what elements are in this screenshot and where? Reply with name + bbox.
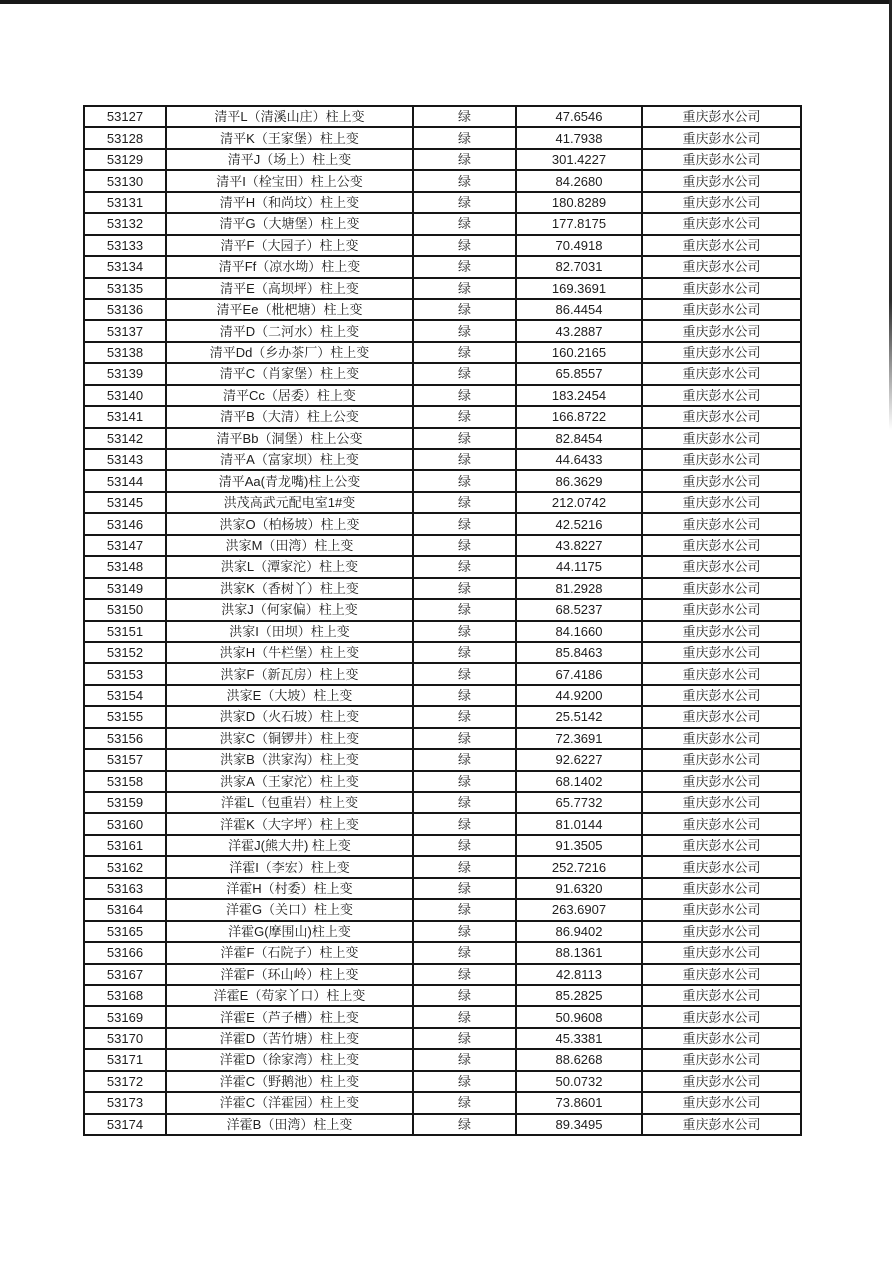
row-value-cell: 50.0732: [516, 1071, 642, 1092]
row-company-cell: 重庆彭水公司: [642, 706, 801, 727]
row-id-cell: 53146: [84, 513, 166, 534]
row-id-cell: 53162: [84, 856, 166, 877]
row-company-cell: 重庆彭水公司: [642, 127, 801, 148]
row-value-cell: 42.5216: [516, 513, 642, 534]
row-status-cell: 绿: [413, 342, 516, 363]
row-id-cell: 53152: [84, 642, 166, 663]
row-company-cell: 重庆彭水公司: [642, 213, 801, 234]
row-status-cell: 绿: [413, 428, 516, 449]
table-row: [84, 1028, 801, 1049]
row-value-cell: 47.6546: [516, 106, 642, 127]
row-name-cell: 清平Ee（枇杷塘）柱上变: [166, 299, 413, 320]
row-name-cell: 清平H（和尚坟）柱上变: [166, 192, 413, 213]
row-id-cell: 53136: [84, 299, 166, 320]
row-name-cell: 洪家J（何家偏）柱上变: [166, 599, 413, 620]
row-status-cell: 绿: [413, 813, 516, 834]
page-top-edge: [0, 0, 892, 4]
row-value-cell: 91.6320: [516, 878, 642, 899]
table-row: [84, 728, 801, 749]
table-row: [84, 878, 801, 899]
row-name-cell: 洋霍H（村委）柱上变: [166, 878, 413, 899]
table-row: [84, 813, 801, 834]
row-status-cell: 绿: [413, 127, 516, 148]
row-value-cell: 82.8454: [516, 428, 642, 449]
row-id-cell: 53133: [84, 235, 166, 256]
row-value-cell: 42.8113: [516, 964, 642, 985]
row-id-cell: 53153: [84, 663, 166, 684]
table-row: [84, 256, 801, 277]
row-value-cell: 50.9608: [516, 1006, 642, 1027]
row-company-cell: 重庆彭水公司: [642, 942, 801, 963]
row-id-cell: 53157: [84, 749, 166, 770]
row-id-cell: 53128: [84, 127, 166, 148]
row-company-cell: 重庆彭水公司: [642, 428, 801, 449]
row-status-cell: 绿: [413, 470, 516, 491]
row-name-cell: 清平Bb（洞堡）柱上公变: [166, 428, 413, 449]
row-name-cell: 清平K（王家堡）柱上变: [166, 127, 413, 148]
row-id-cell: 53159: [84, 792, 166, 813]
table-row: [84, 213, 801, 234]
row-status-cell: 绿: [413, 1028, 516, 1049]
row-company-cell: 重庆彭水公司: [642, 106, 801, 127]
row-value-cell: 92.6227: [516, 749, 642, 770]
row-id-cell: 53155: [84, 706, 166, 727]
row-company-cell: 重庆彭水公司: [642, 449, 801, 470]
row-id-cell: 53174: [84, 1114, 166, 1135]
row-name-cell: 洪家K（香树丫）柱上变: [166, 578, 413, 599]
row-company-cell: 重庆彭水公司: [642, 642, 801, 663]
row-company-cell: 重庆彭水公司: [642, 342, 801, 363]
row-value-cell: 73.8601: [516, 1092, 642, 1113]
table-row: [84, 535, 801, 556]
table-row: [84, 621, 801, 642]
row-status-cell: 绿: [413, 964, 516, 985]
row-name-cell: 洋霍C（洋霍园）柱上变: [166, 1092, 413, 1113]
row-name-cell: 洋霍B（田湾）柱上变: [166, 1114, 413, 1135]
row-company-cell: 重庆彭水公司: [642, 899, 801, 920]
row-value-cell: 84.2680: [516, 170, 642, 191]
table-body: [84, 106, 801, 1135]
row-status-cell: 绿: [413, 685, 516, 706]
row-status-cell: 绿: [413, 878, 516, 899]
table-row: [84, 642, 801, 663]
row-name-cell: 清平A（富家坝）柱上变: [166, 449, 413, 470]
table-row: [84, 835, 801, 856]
row-status-cell: 绿: [413, 363, 516, 384]
row-company-cell: 重庆彭水公司: [642, 470, 801, 491]
row-id-cell: 53143: [84, 449, 166, 470]
row-status-cell: 绿: [413, 835, 516, 856]
row-id-cell: 53140: [84, 385, 166, 406]
row-name-cell: 清平I（栓宝田）柱上公变: [166, 170, 413, 191]
row-value-cell: 68.5237: [516, 599, 642, 620]
row-id-cell: 53139: [84, 363, 166, 384]
row-name-cell: 洋霍L（包重岩）柱上变: [166, 792, 413, 813]
row-id-cell: 53167: [84, 964, 166, 985]
row-status-cell: 绿: [413, 749, 516, 770]
row-name-cell: 洪家H（牛栏堡）柱上变: [166, 642, 413, 663]
table-row: [84, 1114, 801, 1135]
row-id-cell: 53134: [84, 256, 166, 277]
table-row: [84, 706, 801, 727]
row-company-cell: 重庆彭水公司: [642, 556, 801, 577]
row-id-cell: 53145: [84, 492, 166, 513]
row-name-cell: 洋霍K（大字坪）柱上变: [166, 813, 413, 834]
row-name-cell: 洪家C（铜锣井）柱上变: [166, 728, 413, 749]
row-value-cell: 82.7031: [516, 256, 642, 277]
row-company-cell: 重庆彭水公司: [642, 256, 801, 277]
row-value-cell: 65.8557: [516, 363, 642, 384]
row-status-cell: 绿: [413, 985, 516, 1006]
row-company-cell: 重庆彭水公司: [642, 406, 801, 427]
row-status-cell: 绿: [413, 513, 516, 534]
row-value-cell: 177.8175: [516, 213, 642, 234]
row-name-cell: 洪家I（田坝）柱上变: [166, 621, 413, 642]
row-status-cell: 绿: [413, 449, 516, 470]
row-value-cell: 25.5142: [516, 706, 642, 727]
table-row: [84, 106, 801, 127]
row-name-cell: 洪家D（火石坡）柱上变: [166, 706, 413, 727]
row-status-cell: 绿: [413, 235, 516, 256]
row-company-cell: 重庆彭水公司: [642, 320, 801, 341]
row-value-cell: 263.6907: [516, 899, 642, 920]
table-row: [84, 899, 801, 920]
row-name-cell: 清平Dd（乡办茶厂）柱上变: [166, 342, 413, 363]
row-value-cell: 169.3691: [516, 278, 642, 299]
row-id-cell: 53135: [84, 278, 166, 299]
table-row: [84, 363, 801, 384]
row-status-cell: 绿: [413, 899, 516, 920]
row-company-cell: 重庆彭水公司: [642, 1092, 801, 1113]
row-value-cell: 67.4186: [516, 663, 642, 684]
row-company-cell: 重庆彭水公司: [642, 535, 801, 556]
row-status-cell: 绿: [413, 728, 516, 749]
row-status-cell: 绿: [413, 278, 516, 299]
table-row: [84, 599, 801, 620]
table-row: [84, 320, 801, 341]
row-status-cell: 绿: [413, 621, 516, 642]
row-name-cell: 洪家O（柏杨坡）柱上变: [166, 513, 413, 534]
row-name-cell: 洋霍E（苟家丫口）柱上变: [166, 985, 413, 1006]
row-status-cell: 绿: [413, 170, 516, 191]
transformer-table: [83, 105, 802, 1136]
row-company-cell: 重庆彭水公司: [642, 792, 801, 813]
row-company-cell: 重庆彭水公司: [642, 749, 801, 770]
row-company-cell: 重庆彭水公司: [642, 685, 801, 706]
row-company-cell: 重庆彭水公司: [642, 492, 801, 513]
row-status-cell: 绿: [413, 492, 516, 513]
row-id-cell: 53165: [84, 921, 166, 942]
row-name-cell: 洪家L（潭家沱）柱上变: [166, 556, 413, 577]
row-id-cell: 53150: [84, 599, 166, 620]
row-value-cell: 70.4918: [516, 235, 642, 256]
row-name-cell: 洋霍G（关口）柱上变: [166, 899, 413, 920]
row-name-cell: 清平D（二河水）柱上变: [166, 320, 413, 341]
row-id-cell: 53138: [84, 342, 166, 363]
table-row: [84, 299, 801, 320]
row-value-cell: 43.8227: [516, 535, 642, 556]
row-name-cell: 清平Ff（凉水坳）柱上变: [166, 256, 413, 277]
row-id-cell: 53127: [84, 106, 166, 127]
row-value-cell: 89.3495: [516, 1114, 642, 1135]
row-value-cell: 84.1660: [516, 621, 642, 642]
table-row: [84, 385, 801, 406]
row-name-cell: 洪家M（田湾）柱上变: [166, 535, 413, 556]
row-company-cell: 重庆彭水公司: [642, 835, 801, 856]
row-value-cell: 166.8722: [516, 406, 642, 427]
row-name-cell: 清平B（大清）柱上公变: [166, 406, 413, 427]
row-value-cell: 91.3505: [516, 835, 642, 856]
row-name-cell: 洪家F（新瓦房）柱上变: [166, 663, 413, 684]
table-row: [84, 1071, 801, 1092]
row-status-cell: 绿: [413, 771, 516, 792]
row-status-cell: 绿: [413, 556, 516, 577]
row-name-cell: 洋霍I（李宏）柱上变: [166, 856, 413, 877]
row-status-cell: 绿: [413, 320, 516, 341]
row-company-cell: 重庆彭水公司: [642, 663, 801, 684]
row-name-cell: 清平L（清溪山庄）柱上变: [166, 106, 413, 127]
table-row: [84, 170, 801, 191]
row-value-cell: 44.6433: [516, 449, 642, 470]
table-row: [84, 192, 801, 213]
row-value-cell: 88.1361: [516, 942, 642, 963]
row-status-cell: 绿: [413, 1114, 516, 1135]
row-id-cell: 53164: [84, 899, 166, 920]
table-row: [84, 556, 801, 577]
row-value-cell: 65.7732: [516, 792, 642, 813]
row-id-cell: 53169: [84, 1006, 166, 1027]
row-value-cell: 68.1402: [516, 771, 642, 792]
row-id-cell: 53163: [84, 878, 166, 899]
row-company-cell: 重庆彭水公司: [642, 985, 801, 1006]
row-company-cell: 重庆彭水公司: [642, 1006, 801, 1027]
row-value-cell: 180.8289: [516, 192, 642, 213]
table-row: [84, 1092, 801, 1113]
row-value-cell: 86.9402: [516, 921, 642, 942]
row-id-cell: 53129: [84, 149, 166, 170]
row-value-cell: 252.7216: [516, 856, 642, 877]
row-company-cell: 重庆彭水公司: [642, 1071, 801, 1092]
table-row: [84, 921, 801, 942]
row-id-cell: 53172: [84, 1071, 166, 1092]
row-status-cell: 绿: [413, 856, 516, 877]
table-row: [84, 663, 801, 684]
row-value-cell: 88.6268: [516, 1049, 642, 1070]
row-name-cell: 洋霍D（徐家湾）柱上变: [166, 1049, 413, 1070]
row-name-cell: 清平F（大园子）柱上变: [166, 235, 413, 256]
row-company-cell: 重庆彭水公司: [642, 278, 801, 299]
table-row: [84, 771, 801, 792]
table-row: [84, 1049, 801, 1070]
row-id-cell: 53147: [84, 535, 166, 556]
row-company-cell: 重庆彭水公司: [642, 964, 801, 985]
row-name-cell: 清平Cc（居委）柱上变: [166, 385, 413, 406]
table-row: [84, 856, 801, 877]
row-company-cell: 重庆彭水公司: [642, 813, 801, 834]
row-name-cell: 洋霍F（环山岭）柱上变: [166, 964, 413, 985]
row-status-cell: 绿: [413, 213, 516, 234]
row-company-cell: 重庆彭水公司: [642, 149, 801, 170]
row-status-cell: 绿: [413, 578, 516, 599]
row-company-cell: 重庆彭水公司: [642, 170, 801, 191]
row-status-cell: 绿: [413, 535, 516, 556]
row-status-cell: 绿: [413, 642, 516, 663]
row-status-cell: 绿: [413, 792, 516, 813]
row-status-cell: 绿: [413, 299, 516, 320]
table-row: [84, 492, 801, 513]
row-name-cell: 洋霍G(摩围山)柱上变: [166, 921, 413, 942]
table-row: [84, 942, 801, 963]
row-company-cell: 重庆彭水公司: [642, 921, 801, 942]
table-row: [84, 1006, 801, 1027]
table-row: [84, 985, 801, 1006]
row-value-cell: 212.0742: [516, 492, 642, 513]
row-value-cell: 43.2887: [516, 320, 642, 341]
table-row: [84, 428, 801, 449]
row-company-cell: 重庆彭水公司: [642, 578, 801, 599]
row-status-cell: 绿: [413, 149, 516, 170]
row-status-cell: 绿: [413, 385, 516, 406]
table-row: [84, 513, 801, 534]
row-value-cell: 41.7938: [516, 127, 642, 148]
row-company-cell: 重庆彭水公司: [642, 621, 801, 642]
row-status-cell: 绿: [413, 942, 516, 963]
row-id-cell: 53149: [84, 578, 166, 599]
row-name-cell: 洋霍F（石院子）柱上变: [166, 942, 413, 963]
table-row: [84, 578, 801, 599]
row-id-cell: 53168: [84, 985, 166, 1006]
row-name-cell: 清平Aa(青龙嘴)柱上公变: [166, 470, 413, 491]
row-name-cell: 洋霍C（野鹅池）柱上变: [166, 1071, 413, 1092]
row-id-cell: 53173: [84, 1092, 166, 1113]
table-row: [84, 685, 801, 706]
row-company-cell: 重庆彭水公司: [642, 513, 801, 534]
row-status-cell: 绿: [413, 921, 516, 942]
row-company-cell: 重庆彭水公司: [642, 299, 801, 320]
row-id-cell: 53137: [84, 320, 166, 341]
row-value-cell: 85.2825: [516, 985, 642, 1006]
row-company-cell: 重庆彭水公司: [642, 1049, 801, 1070]
row-name-cell: 洪家A（王家沱）柱上变: [166, 771, 413, 792]
row-value-cell: 45.3381: [516, 1028, 642, 1049]
row-id-cell: 53144: [84, 470, 166, 491]
row-company-cell: 重庆彭水公司: [642, 728, 801, 749]
row-value-cell: 86.3629: [516, 470, 642, 491]
row-name-cell: 洪家E（大坡）柱上变: [166, 685, 413, 706]
row-name-cell: 清平E（高坝坪）柱上变: [166, 278, 413, 299]
table-row: [84, 342, 801, 363]
table-row: [84, 127, 801, 148]
row-id-cell: 53171: [84, 1049, 166, 1070]
row-id-cell: 53131: [84, 192, 166, 213]
row-id-cell: 53166: [84, 942, 166, 963]
row-value-cell: 160.2165: [516, 342, 642, 363]
table-row: [84, 406, 801, 427]
row-id-cell: 53141: [84, 406, 166, 427]
table-row: [84, 449, 801, 470]
row-status-cell: 绿: [413, 1092, 516, 1113]
row-id-cell: 53156: [84, 728, 166, 749]
row-value-cell: 72.3691: [516, 728, 642, 749]
row-status-cell: 绿: [413, 192, 516, 213]
row-status-cell: 绿: [413, 1071, 516, 1092]
row-name-cell: 洋霍J(熊大井) 柱上变: [166, 835, 413, 856]
row-company-cell: 重庆彭水公司: [642, 385, 801, 406]
table-row: [84, 149, 801, 170]
table-row: [84, 235, 801, 256]
row-id-cell: 53160: [84, 813, 166, 834]
row-company-cell: 重庆彭水公司: [642, 599, 801, 620]
row-status-cell: 绿: [413, 1006, 516, 1027]
row-status-cell: 绿: [413, 256, 516, 277]
table-row: [84, 964, 801, 985]
row-value-cell: 81.2928: [516, 578, 642, 599]
row-name-cell: 洪茂高武元配电室1#变: [166, 492, 413, 513]
row-id-cell: 53161: [84, 835, 166, 856]
row-name-cell: 清平G（大塘堡）柱上变: [166, 213, 413, 234]
row-value-cell: 81.0144: [516, 813, 642, 834]
row-value-cell: 183.2454: [516, 385, 642, 406]
row-status-cell: 绿: [413, 599, 516, 620]
row-name-cell: 洪家B（洪家沟）柱上变: [166, 749, 413, 770]
row-company-cell: 重庆彭水公司: [642, 1028, 801, 1049]
row-name-cell: 洋霍D（苦竹塘）柱上变: [166, 1028, 413, 1049]
row-id-cell: 53142: [84, 428, 166, 449]
row-value-cell: 301.4227: [516, 149, 642, 170]
row-id-cell: 53154: [84, 685, 166, 706]
row-id-cell: 53151: [84, 621, 166, 642]
row-value-cell: 44.9200: [516, 685, 642, 706]
row-status-cell: 绿: [413, 106, 516, 127]
row-name-cell: 清平C（肖家堡）柱上变: [166, 363, 413, 384]
row-id-cell: 53170: [84, 1028, 166, 1049]
row-status-cell: 绿: [413, 706, 516, 727]
row-value-cell: 44.1175: [516, 556, 642, 577]
row-id-cell: 53130: [84, 170, 166, 191]
table-row: [84, 278, 801, 299]
row-company-cell: 重庆彭水公司: [642, 192, 801, 213]
row-value-cell: 86.4454: [516, 299, 642, 320]
row-status-cell: 绿: [413, 1049, 516, 1070]
row-name-cell: 清平J（场上）柱上变: [166, 149, 413, 170]
row-name-cell: 洋霍E（芦子槽）柱上变: [166, 1006, 413, 1027]
row-company-cell: 重庆彭水公司: [642, 856, 801, 877]
row-company-cell: 重庆彭水公司: [642, 235, 801, 256]
row-company-cell: 重庆彭水公司: [642, 878, 801, 899]
row-company-cell: 重庆彭水公司: [642, 771, 801, 792]
row-id-cell: 53132: [84, 213, 166, 234]
row-company-cell: 重庆彭水公司: [642, 363, 801, 384]
row-id-cell: 53148: [84, 556, 166, 577]
table-row: [84, 792, 801, 813]
row-status-cell: 绿: [413, 663, 516, 684]
table-row: [84, 749, 801, 770]
row-company-cell: 重庆彭水公司: [642, 1114, 801, 1135]
row-id-cell: 53158: [84, 771, 166, 792]
row-value-cell: 85.8463: [516, 642, 642, 663]
table-row: [84, 470, 801, 491]
row-status-cell: 绿: [413, 406, 516, 427]
